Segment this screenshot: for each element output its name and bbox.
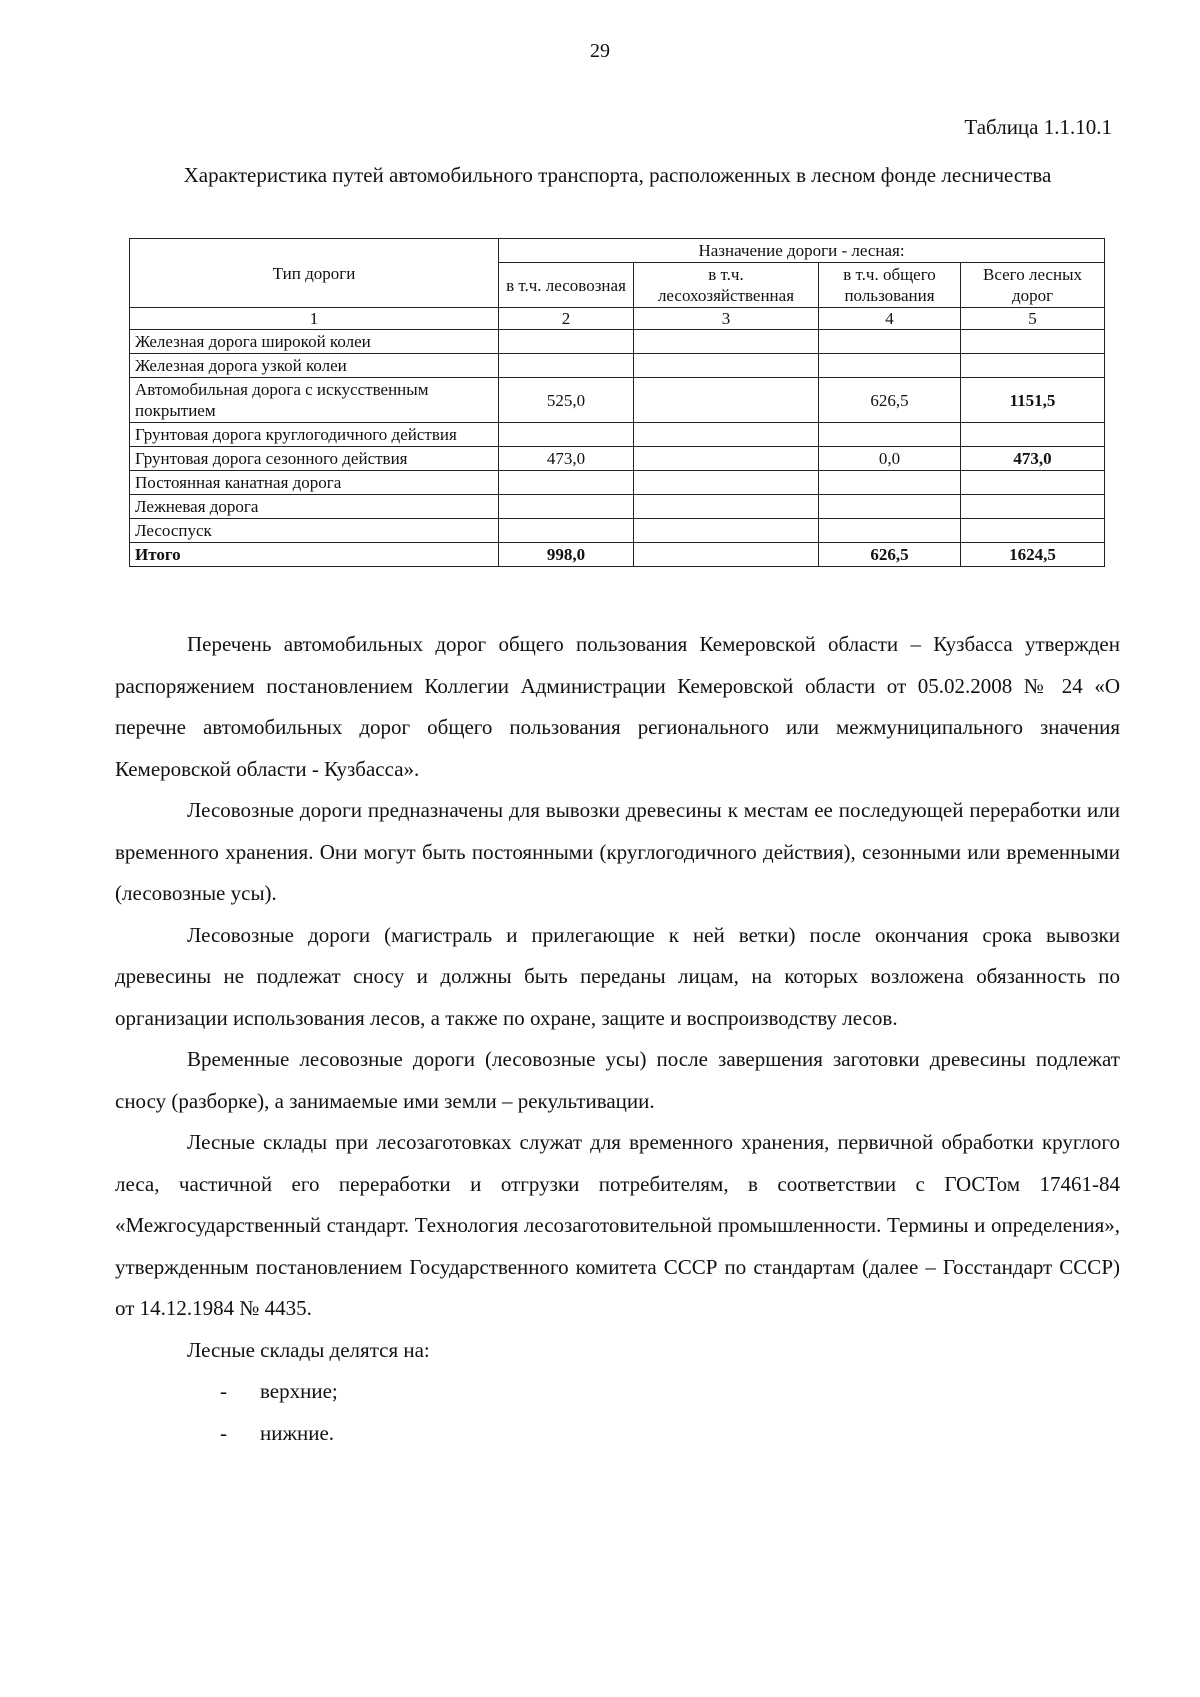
table-row (130, 354, 1105, 378)
column-index: 1 (130, 308, 499, 330)
column-index: 5 (961, 308, 1105, 330)
list-item-text: нижние. (260, 1420, 335, 1445)
table-row (130, 378, 1105, 423)
logging-cell (499, 423, 634, 447)
total-cell (961, 330, 1105, 354)
road-type-cell: Грунтовая дорога сезонного действия (130, 447, 499, 471)
road-type-cell: Постоянная канатная дорога (130, 471, 499, 495)
table-row (130, 330, 1105, 354)
header-total-forest-roads: Всего лесных дорог (961, 263, 1105, 308)
header-logging: в т.ч. лесовозная (499, 263, 634, 308)
list-item (115, 1371, 1120, 1413)
list-marker: - (220, 1420, 227, 1445)
logging-cell (499, 519, 634, 543)
table-title: Характеристика путей автомобильного транспорта, расположенных в лесном фонде лесничества (183, 163, 1052, 187)
forestry-cell (634, 471, 819, 495)
road-type-cell: Лежневая дорога (130, 495, 499, 519)
public-cell (819, 330, 961, 354)
total-forestry (634, 543, 819, 567)
header-purpose-group: Назначение дороги - лесная: (499, 239, 1105, 263)
total-label: Итого (130, 543, 499, 567)
list-item-text: верхние; (260, 1379, 338, 1403)
total-cell (961, 471, 1105, 495)
logging-cell: 473,0 (499, 447, 634, 471)
public-cell (819, 354, 961, 378)
table-row (130, 447, 1105, 471)
list-marker: - (220, 1379, 227, 1403)
public-cell (819, 471, 961, 495)
logging-cell (499, 471, 634, 495)
public-cell (819, 423, 961, 447)
total-public: 626,5 (819, 543, 961, 567)
body-text (115, 624, 1120, 1454)
paragraph: Лесные склады при лесозаготовках служат для временного хранения, первичной обработки круглого леса, частичной его переработки и отгрузки потребителям, в соответствии с ГОСТом 17461-84 «Межгосударственный стандарт. Технология лесозаготовительной промышленности. Термины и определения», утвержденным постановлением Государственного комитета СССР по стандартам (далее – Госстандарт СССР) от 14.12.1984 № 4435. (115, 1130, 1120, 1320)
public-cell (819, 519, 961, 543)
table-total-row (130, 543, 1105, 567)
list-item (115, 1413, 1120, 1455)
paragraph: Лесовозные дороги предназначены для вывозки древесины к местам ее последующей переработки или временного хранения. Они могут быть постоянными (круглогодичного действия), сезонными или временными (лесовозные усы). (115, 798, 1120, 905)
header-public: в т.ч. общего пользования (819, 263, 961, 308)
column-index: 3 (634, 308, 819, 330)
table-row (130, 495, 1105, 519)
public-cell (819, 495, 961, 519)
roads-table (129, 238, 1105, 567)
warehouse-types-list (115, 1371, 1120, 1454)
total-cell: 473,0 (961, 447, 1105, 471)
header-road-type: Тип дороги (130, 239, 499, 308)
road-type-cell: Грунтовая дорога круглогодичного действия (130, 423, 499, 447)
table-row (130, 423, 1105, 447)
total-logging: 998,0 (499, 543, 634, 567)
table-row (130, 519, 1105, 543)
forestry-cell (634, 447, 819, 471)
forestry-cell (634, 330, 819, 354)
column-index: 2 (499, 308, 634, 330)
forestry-cell (634, 378, 819, 423)
total-cell: 1151,5 (961, 378, 1105, 423)
total-all: 1624,5 (961, 543, 1105, 567)
forestry-cell (634, 354, 819, 378)
total-cell (961, 495, 1105, 519)
paragraph: Перечень автомобильных дорог общего пользования Кемеровской области – Кузбасса утвержден распоряжением постановлением Коллегии Администрации Кемеровской области от 05.02.2008 № 24 «О перечне автомобильных дорог общего пользования регионального или межмуниципального значения Кемеровской области - Кузбасса». (115, 632, 1120, 781)
public-cell: 0,0 (819, 447, 961, 471)
logging-cell (499, 330, 634, 354)
total-cell (961, 354, 1105, 378)
logging-cell (499, 495, 634, 519)
public-cell: 626,5 (819, 378, 961, 423)
road-type-cell: Железная дорога узкой колеи (130, 354, 499, 378)
paragraph: Лесовозные дороги (магистраль и прилегающие к ней ветки) после окончания срока вывозки древесины не подлежат сносу и должны быть переданы лицам, на которых возложена обязанность по организации использования лесов, а также по охране, защите и воспроизводству лесов. (115, 922, 1120, 1030)
road-type-cell: Железная дорога широкой колеи (130, 330, 499, 354)
paragraph: Лесные склады делятся на: (187, 1337, 430, 1362)
logging-cell (499, 354, 634, 378)
table-row (130, 471, 1105, 495)
total-cell (961, 423, 1105, 447)
page-number: 29 (590, 40, 610, 62)
road-type-cell: Лесоспуск (130, 519, 499, 543)
table-label: Таблица 1.1.10.1 (964, 115, 1112, 139)
forestry-cell (634, 519, 819, 543)
forestry-cell (634, 423, 819, 447)
paragraph: Временные лесовозные дороги (лесовозные усы) после завершения заготовки древесины подлежат сносу (разборке), а занимаемые ими земли – рекультивации. (115, 1047, 1120, 1113)
total-cell (961, 519, 1105, 543)
logging-cell: 525,0 (499, 378, 634, 423)
column-index: 4 (819, 308, 961, 330)
forestry-cell (634, 495, 819, 519)
header-forestry: в т.ч. лесохозяйственная (634, 263, 819, 308)
road-type-cell: Автомобильная дорога с искусственным покрытием (130, 378, 499, 423)
